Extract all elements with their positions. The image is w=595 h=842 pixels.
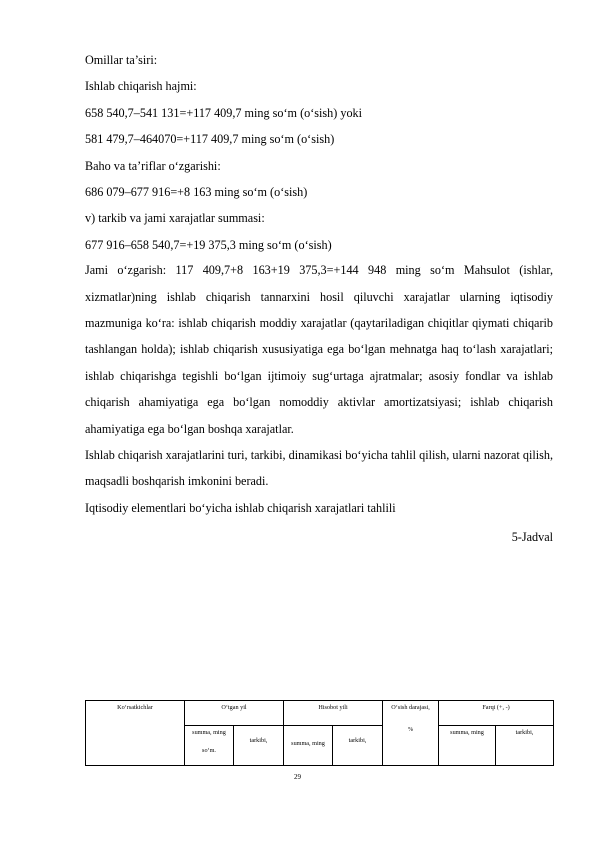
header-prev-year: O‘tgan yil bbox=[185, 701, 284, 726]
text-line: Baho va ta’riflar o‘zgarishi: bbox=[85, 158, 221, 173]
text-line: Ishlab chiqarish hajmi: bbox=[85, 79, 197, 94]
cost-analysis-table bbox=[85, 700, 554, 766]
subheader-share-report: tarkibi, bbox=[333, 726, 383, 766]
header-report-year: Hisobot yili bbox=[284, 701, 383, 726]
header-indicators: Ko‘rsatkichlar bbox=[86, 701, 185, 766]
table-label: 5-Jadval bbox=[511, 530, 553, 545]
text-line: 677 916–658 540,7=+19 375,3 ming so‘m (o‘sish) bbox=[85, 237, 332, 252]
header-difference: Farqi (+, -) bbox=[439, 701, 554, 726]
paragraph-total-change: Jami o‘zgarish: 117 409,7+8 163+19 375,3=+144 948 ming so‘m Mahsulot (ishlar, xizmatlar)ning ishlab chiqarish tannarxini hosil qiluvchi xarajatlar ularning iqtisodiy mazmuniga ko‘ra: ishlab chiqarish moddiy xarajatlar (qaytariladigan chiqitlar qiymati chiqarib tashlangan holda); ishlab chiqarish xususiyatiga ega bo‘lgan mehnatga haq to‘lash xarajatlari; ishlab chiqarishga tegishli bo‘lgan ijtimoiy sug‘urtaga ajratmalar; asosiy fondlar va ishlab chiqarish ahamiyatiga ega bo‘lgan nomoddiy aktivlar amortizatsiyasi; ishlab chiqarish ahamiyatiga ega bo‘lgan boshqa xarajatlar. bbox=[85, 263, 553, 436]
subheader-sum-diff: summa, ming bbox=[439, 726, 496, 766]
subheader-share-prev: tarkibi, bbox=[234, 726, 284, 766]
subheader-sum-report: summa, ming bbox=[284, 726, 333, 766]
text-line: 686 079–677 916=+8 163 ming so‘m (o‘sish) bbox=[85, 184, 308, 199]
section-heading: Iqtisodiy elementlari bo‘yicha ishlab chiqarish xarajatlari tahlili bbox=[85, 500, 396, 515]
document-body bbox=[85, 52, 553, 555]
text-line: 581 479,7–464070=+117 409,7 ming so‘m (o‘sish) bbox=[85, 132, 335, 147]
text-line: Omillar ta’siri: bbox=[85, 53, 158, 67]
text-line: 658 540,7–541 131=+117 409,7 ming so‘m (o‘sish) yoki bbox=[85, 105, 363, 120]
subheader-sum-prev: summa, ming so‘m. bbox=[185, 726, 234, 766]
subheader-share-diff: tarkibi, bbox=[496, 726, 554, 766]
text-line: v) tarkib va jami xarajatlar summasi: bbox=[85, 211, 265, 226]
paragraph-analysis: Ishlab chiqarish xarajatlarini turi, tarkibi, dinamikasi bo‘yicha tahlil qilish, ularni nazorat qilish, maqsadli boshqarish imkonini beradi. bbox=[85, 447, 553, 489]
page-number: 29 bbox=[294, 773, 301, 781]
header-growth: O‘sish darajasi, % bbox=[383, 701, 439, 766]
